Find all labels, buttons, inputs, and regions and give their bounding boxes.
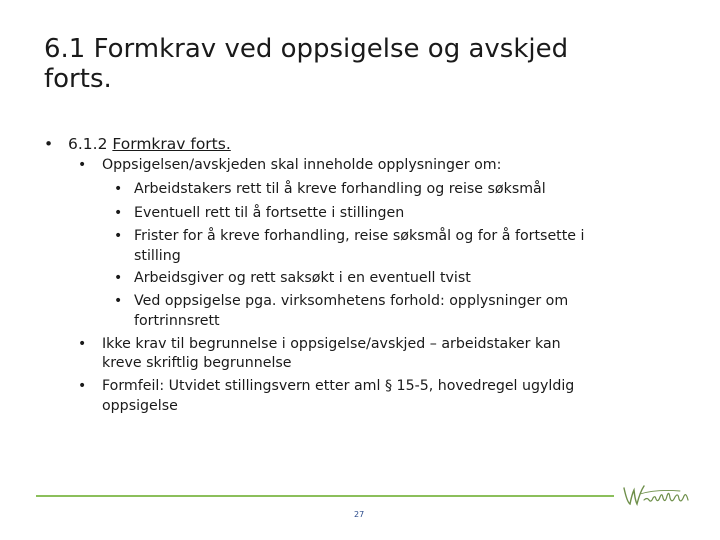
list-item: Frister for å kreve forhandling, reise søksmål og for å fortsette i: [134, 228, 585, 244]
list-item: Arbeidstakers rett til å kreve forhandling og reise søksmål: [134, 181, 546, 197]
list-item: Arbeidsgiver og rett saksøkt i en eventuell tvist: [134, 270, 471, 286]
bullet-icon: •: [78, 336, 87, 352]
slide-title: [44, 34, 684, 94]
bullet-icon: •: [78, 378, 87, 394]
bullet-icon: •: [114, 270, 123, 286]
bullet-icon: •: [78, 157, 87, 173]
main-bullet-heading: Formkrav forts.: [112, 135, 231, 153]
bullet-icon: •: [114, 181, 123, 197]
list-item-continuation: oppsigelse: [102, 398, 178, 414]
bullet-icon: •: [114, 228, 123, 244]
page-number: 27: [354, 510, 365, 519]
list-item: Formfeil: Utvidet stillingsvern etter aml § 15-5, hovedregel ugyldig: [102, 378, 575, 394]
list-item: Eventuell rett til å fortsette i stillingen: [134, 205, 405, 221]
bullet-icon: •: [114, 293, 123, 309]
bullet-icon: •: [114, 205, 123, 221]
list-item: Ved oppsigelse pga. virksomhetens forhold: opplysninger om: [134, 293, 569, 309]
title-line-2: forts.: [44, 64, 112, 94]
list-item: Ikke krav til begrunnelse i oppsigelse/avskjed – arbeidstaker kan: [102, 336, 561, 352]
main-bullet: [44, 134, 231, 154]
list-item: Oppsigelsen/avskjeden skal inneholde opplysninger om:: [102, 157, 502, 173]
main-bullet-prefix: 6.1.2: [68, 135, 113, 153]
list-item-continuation: stilling: [134, 248, 181, 264]
signature-logo-icon: [620, 480, 692, 510]
list-item-continuation: fortrinnsrett: [134, 313, 220, 329]
footer-divider: [36, 495, 614, 497]
bullet-icon: •: [44, 135, 54, 153]
list-item-continuation: kreve skriftlig begrunnelse: [102, 355, 292, 371]
title-line-1: 6.1 Formkrav ved oppsigelse og avskjed: [44, 34, 569, 64]
